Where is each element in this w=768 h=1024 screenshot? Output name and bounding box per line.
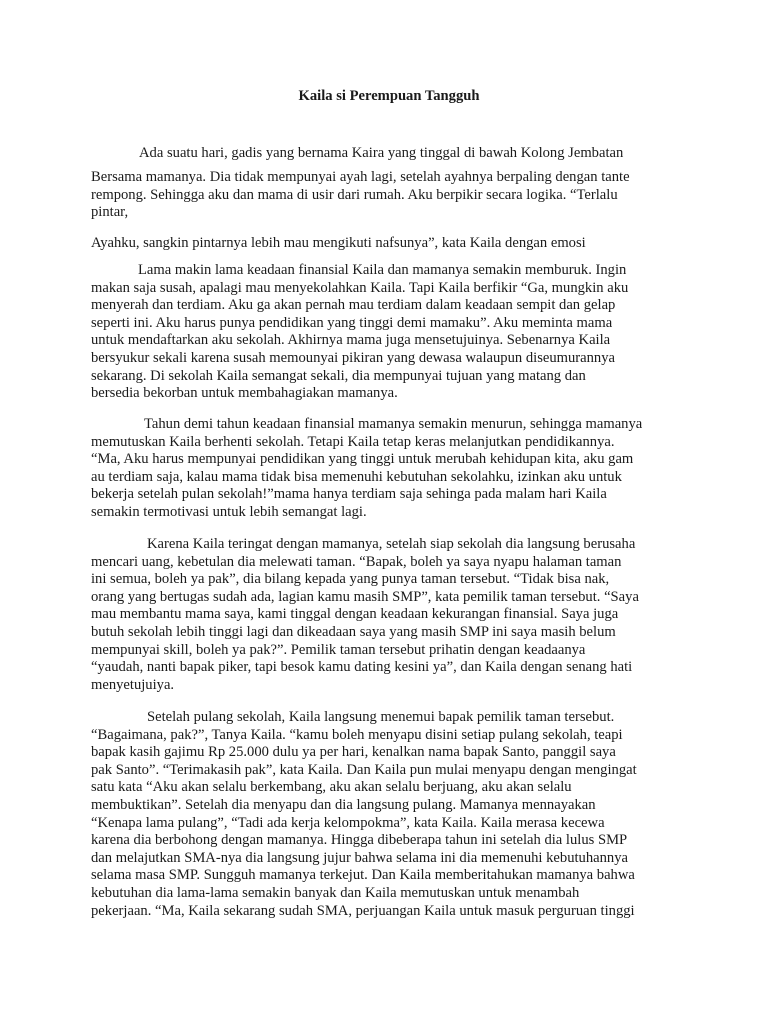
text-line: kebutuhan dia lama-lama semakin banyak dan Kaila memutuskan untuk menambah [91, 884, 580, 901]
text-line: bersyukur sekali karena susah memounyai pikiran yang dewasa walaupun diseumurannya [91, 349, 615, 366]
text-line: pintar, [91, 204, 129, 221]
text-line: pekerjaan. “Ma, Kaila sekarang sudah SMA, perjuangan Kaila untuk masuk perguruan tinggi [91, 902, 635, 919]
paragraph-finance [91, 262, 681, 403]
text-line: butuh sekolah lebih tinggi lagi dan dikeadaan saya yang masih SMP ini saya masih belum [91, 623, 616, 640]
text-line: orang yang bertugas sudah ada, lagian kamu masih SMP”, kata pemilik taman tersebut. “Saya [91, 588, 639, 605]
text-line: rempong. Sehingga aku dan mama di usir dari rumah. Aku berpikir secara logika. “Terlalu [91, 186, 618, 203]
text-line: mempunyai skill, boleh ya pak?”. Pemilik taman tersebut prihatin dengan keadaanya [91, 641, 586, 658]
text-line: satu kata “Aku akan selalu berkembang, aku akan selalu berjuang, aku akan selalu [91, 779, 572, 796]
text-line: Ada suatu hari, gadis yang bernama Kaira yang tinggal di bawah Kolong Jembatan [139, 145, 624, 161]
paragraph-mother [91, 169, 681, 222]
text-line: menyerah dan terdiam. Aku ga akan pernah mau terdiam dalam keadaan sempit dan gelap [91, 297, 616, 314]
document-title: Kaila si Perempuan Tangguh [298, 88, 480, 104]
text-line: memutuskan Kaila berhenti sekolah. Tetapi Kaila tetap keras melanjutkan pendidikannya. [91, 433, 615, 450]
text-line: ini semua, boleh ya pak”, dia bilang kepada yang punya taman tersebut. “Tidak bisa nak, [91, 571, 610, 588]
text-line: mau membantu mama saya, kami tinggal dengan keadaan kekurangan finansial. Saya juga [91, 606, 619, 623]
text-line: “yaudah, nanti bapak piker, tapi besok kamu dating kesini ya”, dan Kaila dengan senang hati [91, 659, 633, 676]
text-line: mencari uang, kebetulan dia melewati taman. “Bapak, boleh ya saya nyapu halaman taman [91, 553, 622, 570]
text-line: Ayahku, sangkin pintarnya lebih mau mengikuti nafsunya”, kata Kaila dengan emosi [91, 235, 586, 251]
text-line: Lama makin lama keadaan finansial Kaila dan mamanya semakin memburuk. Ingin [138, 262, 627, 278]
text-line: semakin termotivasi untuk lebih semangat lagi. [91, 503, 367, 520]
text-line: membuktikan”. Setelah dia menyapu dan dia langsung pulang. Mamanya mennayakan [91, 796, 596, 813]
paragraph-intro [91, 145, 681, 163]
text-line: bekerja setelah pulan sekolah!”mama hanya terdiam saja sehinga pada malam hari Kaila [91, 486, 607, 503]
text-line: Bersama mamanya. Dia tidak mempunyai ayah lagi, setelah ayahnya berpaling dengan tante [91, 169, 630, 185]
text-line: Karena Kaila teringat dengan mamanya, setelah siap sekolah dia langsung berusaha [147, 536, 636, 552]
text-line: menyetujuiya. [91, 676, 175, 693]
text-line: seperti ini. Aku harus punya pendidikan yang tinggi demi mamaku”. Aku meminta mama [91, 314, 613, 331]
paragraph-school [91, 416, 681, 522]
text-line: Tahun demi tahun keadaan finansial mamanya semakin menurun, sehingga mamanya [144, 416, 643, 432]
text-line: bersedia bekorban untuk membahagiakan mamanya. [91, 385, 398, 402]
text-line: pak Santo”. “Terimakasih pak”, kata Kaila. Dan Kaila pun mulai menyapu dengan mengingat [91, 761, 637, 778]
text-line: “Ma, Aku harus mempunyai pendidikan yang tinggi untuk merubah kehidupan kita, aku gam [91, 451, 634, 468]
text-line: karena dia berbohong dengan mamanya. Hingga dibeberapa tahun ini setelah dia lulus SMP [91, 832, 628, 849]
paragraph-father [91, 235, 681, 253]
paragraph-work [91, 709, 681, 920]
text-line: au terdiam saja, kalau mama tidak bisa memenuhi kebutuhan sekolahku, izinkan aku untuk [91, 468, 622, 485]
text-line: selama masa SMP. Sungguh mamanya terkejut. Dan Kaila memberitahukan mamanya bahwa [91, 867, 635, 884]
text-line: “Bagaimana, pak?”, Tanya Kaila. “kamu boleh menyapu disini setiap pulang sekolah, teapi [91, 726, 623, 743]
text-line: untuk mendaftarkan aku sekolah. Akhirnya mama juga mensetujuinya. Sebenarnya Kaila [91, 332, 611, 349]
text-line: bapak kasih gajimu Rp 25.000 dulu ya per hari, kenalkan nama bapak Santo, panggil saya [91, 744, 616, 761]
text-line: Setelah pulang sekolah, Kaila langsung menemui bapak pemilik taman tersebut. [147, 709, 615, 725]
paragraph-park [91, 536, 681, 694]
text-line: “Kenapa lama pulang”, “Tadi ada kerja kelompokma”, kata Kaila. Kaila merasa kecewa [91, 814, 605, 831]
text-line: makan saja susah, apalagi mau menyekolahkan Kaila. Tapi Kaila berfikir “Ga, mungkin aku [91, 279, 629, 296]
text-line: dan melajutkan SMA-nya dia langsung jujur bahwa selama ini dia memenuhi kebutuhannya [91, 849, 628, 866]
text-line: sekarang. Di sekolah Kaila semangat sekali, dia mempunyai tujuan yang matang dan [91, 367, 586, 384]
